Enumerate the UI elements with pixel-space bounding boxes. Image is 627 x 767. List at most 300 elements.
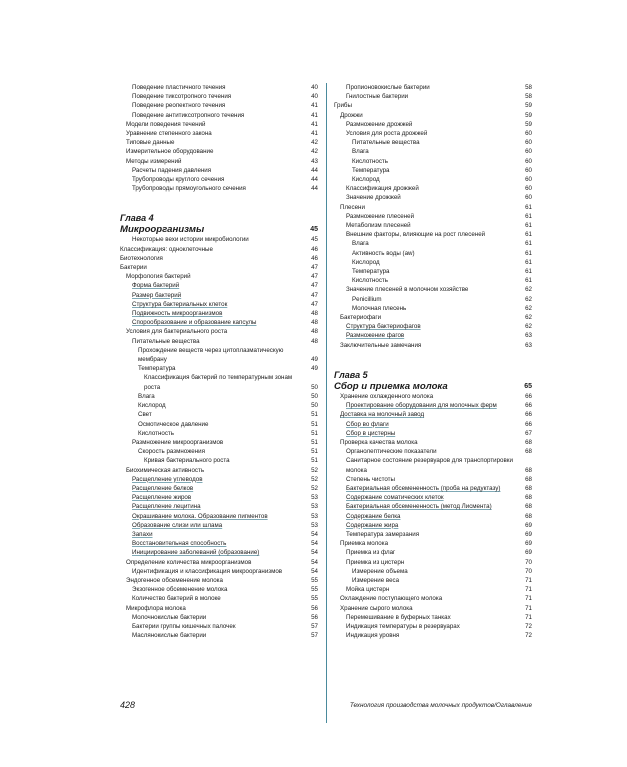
toc-entry: [120, 129, 318, 138]
toc-entry: [334, 558, 532, 567]
toc-entry-page: 68: [525, 484, 532, 492]
toc-entry-page: 71: [525, 576, 532, 584]
chapter-page-number: 65: [524, 382, 532, 390]
toc-entry-page: 48: [311, 337, 318, 345]
toc-entry: [334, 258, 532, 267]
toc-entry-page: 55: [311, 586, 318, 594]
toc-entry-page: 68: [525, 448, 532, 456]
toc-entry-title: Внешние факторы, влияющие на рост плесеней: [346, 231, 486, 239]
toc-entry: [334, 512, 532, 521]
toc-entry-title: Мойка цистерн: [346, 586, 390, 594]
toc-entry-page: 58: [525, 93, 532, 101]
toc-entry-title: Экзогенное обсеменение молока: [132, 586, 228, 594]
toc-entry-title: Молочнокислые бактерии: [132, 613, 207, 621]
toc-entry-page: 48: [311, 310, 318, 318]
toc-entry-title: Инициирование заболеваний (образование): [132, 549, 260, 557]
toc-entry-page: 62: [525, 323, 532, 331]
toc-entry: [120, 318, 318, 327]
toc-entry: [334, 83, 532, 92]
toc-entry-page: 50: [311, 402, 318, 410]
toc-entry-title: Содержание соматических клеток: [346, 494, 444, 502]
toc-entry-page: 63: [525, 341, 532, 349]
toc-entry-page: 61: [525, 231, 532, 239]
toc-entry-page: 60: [525, 130, 532, 138]
toc-entry: [120, 83, 318, 92]
toc-entry: [334, 184, 532, 193]
toc-entry-page: 71: [525, 613, 532, 621]
toc-entry-page: 63: [525, 332, 532, 340]
toc-entry-title: Проектирование оборудования для молочных ферм: [346, 402, 497, 410]
toc-entry-title: Бактерии: [120, 264, 147, 272]
toc-entry: [334, 631, 532, 640]
toc-entry-title: Структура бактериальных клеток: [132, 300, 228, 308]
page-footer: [120, 700, 532, 714]
toc-entry: [120, 101, 318, 110]
toc-entry-title: Индикация температуры в резервуарах: [346, 622, 460, 630]
toc-entry: [120, 272, 318, 281]
toc-entry-page: 44: [311, 176, 318, 184]
toc-entry-title: Трубопроводы прямоугольного сечения: [132, 185, 246, 193]
toc-entry-page: 72: [525, 622, 532, 630]
toc-entry: [120, 401, 318, 410]
toc-entry-page: 50: [311, 392, 318, 400]
toc-entry-page: 59: [525, 120, 532, 128]
toc-entry-page: 71: [525, 595, 532, 603]
toc-entry-title: Санитарное состояние резервуаров для транспортировки молока: [346, 457, 513, 474]
toc-entry: [334, 521, 532, 530]
toc-entry-page: 71: [525, 586, 532, 594]
chapter-label: Глава 4: [120, 213, 154, 224]
toc-entry-page: 41: [311, 120, 318, 128]
toc-entry-page: 57: [311, 632, 318, 640]
toc-entry: [120, 567, 318, 576]
toc-entry: [334, 410, 532, 419]
toc-entry-title: Молочная плесень: [352, 304, 407, 312]
toc-entry-page: 58: [525, 84, 532, 91]
toc-entry: [120, 184, 318, 193]
toc-entry-page: 53: [311, 494, 318, 502]
toc-entry: [334, 613, 532, 622]
toc-entry-page: 66: [525, 411, 532, 419]
toc-entry-page: 53: [311, 521, 318, 529]
toc-entry-title: Температура: [352, 268, 390, 276]
toc-entry-title: Расщепление лецитина: [132, 503, 201, 511]
toc-entry: [120, 585, 318, 594]
toc-entry: [120, 613, 318, 622]
toc-entry-page: 61: [525, 212, 532, 220]
toc-entry-page: 44: [311, 166, 318, 174]
toc-entry-title: Условия для бактериального роста: [126, 328, 228, 336]
toc-entry-page: 47: [311, 300, 318, 308]
toc-entry: [334, 420, 532, 429]
toc-entry: [120, 466, 318, 475]
page-number: 428: [120, 700, 136, 710]
toc-entry: [334, 203, 532, 212]
toc-entry-page: 52: [311, 466, 318, 474]
toc-entry-page: 69: [525, 521, 532, 529]
toc-entry: [120, 392, 318, 401]
toc-entry: [120, 438, 318, 447]
toc-entry: [120, 309, 318, 318]
toc-entry-page: 51: [311, 448, 318, 456]
toc-entry: [120, 484, 318, 493]
toc-entry: [334, 285, 532, 294]
toc-entry-title: Биотехнология: [120, 254, 163, 262]
toc-entry: [334, 304, 532, 313]
toc-entry: [120, 235, 318, 244]
toc-entry: [120, 245, 318, 254]
toc-entry: [334, 594, 532, 603]
toc-entry-title: Биохимическая активность: [126, 466, 205, 474]
toc-entry: [334, 313, 532, 322]
toc-entry-page: 56: [311, 613, 318, 621]
toc-entry-title: Поведение пластичного течения: [132, 84, 226, 91]
toc-entry-title: Температура: [138, 365, 176, 373]
toc-entry-title: Определение количества микроорганизмов: [126, 558, 252, 566]
toc-entry: [120, 447, 318, 456]
toc-entry: [334, 331, 532, 340]
toc-entry-page: 53: [311, 503, 318, 511]
toc-entry-page: 49: [311, 365, 318, 373]
toc-entry-title: Форма бактерий: [132, 282, 180, 290]
toc-entry: [334, 221, 532, 230]
toc-entry-page: 70: [525, 558, 532, 566]
toc-entry: [120, 346, 318, 364]
toc-entry-page: 66: [525, 392, 532, 400]
toc-entry-page: 47: [311, 291, 318, 299]
toc-entry: [120, 410, 318, 419]
toc-entry-title: Гнилостные бактерии: [346, 93, 409, 101]
toc-entry-title: Метаболизм плесеней: [346, 222, 411, 230]
toc-entry-title: Заключительные замечания: [340, 341, 422, 349]
toc-entry-page: 41: [311, 102, 318, 110]
toc-entry-page: 48: [311, 328, 318, 336]
toc-entry: [120, 147, 318, 156]
toc-entry-title: Температура замерзания: [346, 530, 420, 538]
toc-entry-title: Образование слизи или шлама: [132, 521, 223, 529]
toc-entry-title: Расщепление белков: [132, 484, 194, 492]
chapter-label: Глава 5: [334, 369, 368, 380]
toc-entry-title: Некоторые вехи истории микробиологии: [132, 236, 249, 244]
toc-entry-page: 41: [311, 130, 318, 138]
toc-entry-title: Приемка молока: [340, 540, 389, 548]
toc-entry-page: 54: [311, 567, 318, 575]
toc-entry: [334, 502, 532, 511]
toc-entry-page: 42: [311, 148, 318, 156]
toc-entry: [334, 567, 532, 576]
toc-entry-page: 52: [311, 475, 318, 483]
toc-entry-title: Кислород: [352, 176, 380, 184]
toc-entry-page: 55: [311, 576, 318, 584]
toc-entry-page: 62: [525, 314, 532, 322]
toc-entry-title: Структура бактериофагов: [346, 323, 421, 331]
toc-entry-page: 41: [311, 111, 318, 119]
toc-entry-title: Приемка из флаг: [346, 549, 396, 557]
toc-entry-title: Осмотическое давление: [138, 420, 209, 428]
toc-entry-page: 55: [311, 595, 318, 603]
toc-entry-title: Маслянокислые бактерии: [132, 632, 207, 640]
toc-entry-title: Влага: [352, 148, 369, 156]
toc-entry-page: 71: [525, 604, 532, 612]
toc-entry: [334, 193, 532, 202]
toc-entry-title: Значение дрожжей: [346, 194, 401, 202]
toc-entry: [334, 120, 532, 129]
running-title: Технология производства молочных продуктов/Оглавление: [349, 702, 532, 709]
toc-entry-page: 60: [525, 194, 532, 202]
toc-entry: [334, 548, 532, 557]
toc-entry-title: Классификация бактерий по температурным зонам роста: [144, 374, 293, 391]
toc-entry-title: Типовые данные: [126, 139, 175, 147]
toc-entry-page: 51: [311, 457, 318, 465]
toc-entry-title: Подвижность микроорганизмов: [132, 310, 223, 318]
toc-entry-title: Влага: [138, 392, 155, 400]
toc-entry-title: Плесени: [340, 203, 365, 211]
toc-entry-title: Скорость размножения: [138, 448, 205, 456]
toc-entry-title: Проверка качества молока: [340, 438, 418, 446]
toc-entry-title: Кислотность: [352, 157, 388, 165]
toc-entry-title: Прохождение веществ через цитоплазматическую мембрану: [138, 346, 284, 364]
chapter-title: [120, 224, 318, 235]
toc-entry-page: 46: [311, 245, 318, 253]
toc-entry: [334, 484, 532, 493]
toc-entry: [120, 166, 318, 175]
toc-entry-page: 70: [525, 567, 532, 575]
toc-entry-page: 51: [311, 429, 318, 437]
toc-entry: [334, 392, 532, 401]
toc-entry: [334, 604, 532, 613]
toc-entry-title: Эндогенное обсеменение молока: [126, 576, 223, 584]
toc-entry-page: 44: [311, 185, 318, 193]
toc-entry-page: 48: [311, 319, 318, 327]
toc-entry: [334, 576, 532, 585]
toc-entry: [120, 594, 318, 603]
chapter-heading: [120, 213, 318, 235]
toc-entry-title: Органолептические показатели: [346, 448, 437, 456]
toc-entry-title: Идентификация и классификация микроорганизмов: [132, 567, 283, 575]
toc-entry-page: 47: [311, 282, 318, 290]
toc-entry: [120, 631, 318, 640]
toc-entry-page: 61: [525, 203, 532, 211]
toc-entry-page: 60: [525, 157, 532, 165]
toc-entry: [334, 429, 532, 438]
toc-entry: [120, 604, 318, 613]
toc-entry: [120, 281, 318, 290]
toc-entry: [120, 576, 318, 585]
toc-entry: [334, 493, 532, 502]
toc-left-column: [120, 83, 318, 640]
toc-entry-title: Восстановительная способность: [132, 540, 227, 548]
toc-entry-page: 61: [525, 222, 532, 230]
toc-entry-page: 59: [525, 102, 532, 110]
toc-entry: [334, 456, 532, 474]
toc-entry-title: Значение плесеней в молочном хозяйстве: [346, 286, 469, 294]
toc-entry-title: Бактериофаги: [340, 314, 382, 322]
toc-entry: [334, 585, 532, 594]
toc-entry-page: 47: [311, 264, 318, 272]
toc-entry-title: Хранение охлажденного молока: [340, 392, 434, 400]
toc-entry: [334, 239, 532, 248]
toc-entry: [120, 521, 318, 530]
toc-entry-title: Поведение антитиксотропного течения: [132, 111, 245, 119]
toc-entry-title: Количество бактерий в молоке: [132, 595, 221, 603]
toc-entry-page: 61: [525, 249, 532, 257]
toc-entry: [120, 120, 318, 129]
toc-entry-page: 53: [311, 512, 318, 520]
toc-entry-page: 69: [525, 549, 532, 557]
toc-entry: [120, 548, 318, 557]
toc-entry-title: Доставка на молочный завод: [340, 411, 425, 419]
toc-entry-page: 69: [525, 540, 532, 548]
chapter-title: [334, 381, 532, 392]
toc-entry-page: 68: [525, 494, 532, 502]
toc-entry-page: 68: [525, 503, 532, 511]
toc-entry-title: Сбор в цистерны: [346, 429, 396, 437]
toc-entry-title: Условия для роста дрожжей: [346, 130, 428, 138]
toc-entry: [334, 147, 532, 156]
toc-entry-page: 60: [525, 166, 532, 174]
toc-entry-page: 59: [525, 111, 532, 119]
toc-entry-title: Кислотность: [352, 277, 388, 285]
toc-entry-title: Размножение плесеней: [346, 212, 415, 220]
toc-entry: [334, 249, 532, 258]
toc-entry: [120, 175, 318, 184]
toc-entry-page: 61: [525, 268, 532, 276]
toc-entry-page: 51: [311, 411, 318, 419]
toc-entry-page: 40: [311, 93, 318, 101]
toc-entry-page: 60: [525, 139, 532, 147]
toc-entry-page: 49: [311, 356, 318, 364]
toc-entry: [334, 539, 532, 548]
toc-entry: [120, 92, 318, 101]
toc-entry-page: 68: [525, 512, 532, 520]
toc-entry-title: Температура: [352, 166, 390, 174]
toc-entry: [334, 475, 532, 484]
toc-entry-page: 61: [525, 277, 532, 285]
toc-entry-page: 54: [311, 558, 318, 566]
toc-entry-title: Кривая бактериального роста: [144, 457, 230, 465]
toc-entry-title: Уравнение степенного закона: [126, 130, 212, 138]
toc-entry: [120, 254, 318, 263]
toc-entry-title: Расщепление углеводов: [132, 475, 203, 483]
toc-entry: [334, 166, 532, 175]
toc-entry-title: Окрашивание молока. Образование пигментов: [132, 512, 268, 520]
toc-entry-title: Дрожжи: [340, 111, 363, 119]
toc-entry-title: Приемка из цистерн: [346, 558, 405, 566]
toc-entry-title: Расщепление жиров: [132, 494, 192, 502]
toc-entry-title: Питательные вещества: [352, 139, 420, 147]
toc-entry-page: 69: [525, 530, 532, 538]
toc-entry: [120, 493, 318, 502]
toc-entry: [120, 291, 318, 300]
toc-entry: [334, 530, 532, 539]
toc-entry-title: Расчеты падения давления: [132, 166, 212, 174]
toc-entry: [120, 502, 318, 511]
toc-entry-title: Морфология бактерий: [126, 273, 191, 281]
toc-entry: [120, 530, 318, 539]
toc-entry: [334, 322, 532, 331]
toc-entry-page: 47: [311, 273, 318, 281]
toc-entry-title: Классификация: одноклеточные: [120, 245, 213, 253]
toc-entry: [334, 276, 532, 285]
toc-entry: [120, 327, 318, 336]
toc-entry-title: Содержание белка: [346, 512, 401, 520]
toc-entry: [334, 295, 532, 304]
toc-entry-page: 67: [525, 429, 532, 437]
toc-entry: [120, 337, 318, 346]
toc-entry-title: Степень чистоты: [346, 475, 395, 483]
toc-entry: [120, 111, 318, 120]
toc-entry-page: 40: [311, 84, 318, 91]
toc-entry-title: Охлаждение поступающего молока: [340, 595, 443, 603]
toc-entry-page: 60: [525, 176, 532, 184]
chapter-title-text: Сбор и приемка молока: [334, 380, 448, 392]
toc-entry-page: 62: [525, 295, 532, 303]
toc-entry-title: Бактериальная обсемененность (метод Лисмента): [346, 503, 492, 511]
toc-entry-page: 61: [525, 258, 532, 266]
toc-entry: [120, 300, 318, 309]
toc-entry-page: 46: [311, 254, 318, 262]
toc-entry-page: 66: [525, 402, 532, 410]
toc-entry-title: Измерительное оборудование: [126, 148, 214, 156]
toc-entry-page: 72: [525, 632, 532, 640]
toc-entry: [334, 138, 532, 147]
toc-entry-title: Бактерии группы кишечных палочек: [132, 622, 236, 630]
toc-entry: [120, 138, 318, 147]
toc-entry: [120, 558, 318, 567]
toc-entry-title: Модели поведения течений: [126, 120, 206, 128]
toc-entry: [334, 267, 532, 276]
toc-entry-title: Содержание жира: [346, 521, 399, 529]
toc-entry-title: Penicillium: [352, 295, 382, 303]
toc-entry-title: Размер бактерий: [132, 291, 182, 299]
toc-entry-page: 62: [525, 286, 532, 294]
toc-entry: [120, 429, 318, 438]
toc-entry: [120, 456, 318, 465]
toc-entry-title: Грибы: [334, 102, 352, 110]
toc-entry-page: 61: [525, 240, 532, 248]
toc-entry: [120, 512, 318, 521]
chapter-page-number: 45: [310, 226, 318, 234]
toc-entry-page: 68: [525, 466, 532, 474]
toc-entry-page: 57: [311, 622, 318, 630]
toc-entry-title: Сбор во флаги: [346, 420, 389, 428]
toc-entry-title: Методы измерений: [126, 157, 182, 165]
toc-entry-page: 54: [311, 549, 318, 557]
chapter-heading: [334, 370, 532, 392]
toc-entry: [120, 373, 318, 391]
toc-entry: [334, 111, 532, 120]
toc-entry: [120, 539, 318, 548]
toc-entry: [334, 157, 532, 166]
toc-entry: [334, 622, 532, 631]
toc-entry: [334, 438, 532, 447]
toc-entry: [120, 420, 318, 429]
toc-entry-page: 56: [311, 604, 318, 612]
toc-entry-title: Размножение фагов: [346, 332, 405, 340]
toc-entry-page: 43: [311, 157, 318, 165]
toc-entry-title: Классификация дрожжей: [346, 185, 419, 193]
toc-entry: [334, 92, 532, 101]
toc-entry-title: Бактериальная обсемененность (проба на редуктазу): [346, 484, 501, 492]
toc-entry-page: 60: [525, 148, 532, 156]
toc-entry: [334, 447, 532, 456]
toc-entry-title: Свет: [138, 411, 152, 419]
toc-entry-title: Измерение веса: [352, 576, 400, 584]
toc-entry-title: Индикация уровня: [346, 632, 400, 640]
toc-entry-title: Микрофлора молока: [126, 604, 186, 612]
toc-entry-title: Хранение сырого молока: [340, 604, 413, 612]
toc-entry: [120, 622, 318, 631]
